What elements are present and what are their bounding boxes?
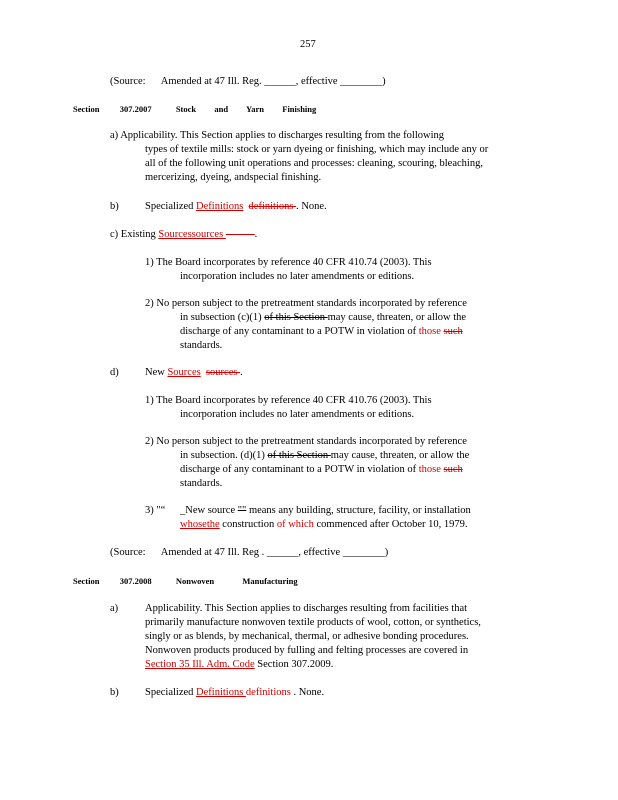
source-text: Amended at 47 Ill. Reg. ______, effective ________) (160, 76, 386, 87)
paragraph-line: mercerizing, dyeing, andspecial finishing. (145, 172, 322, 183)
paragraph-line: types of textile mills: stock or yarn dyeing or finishing, which may include any or (145, 144, 489, 155)
paragraph-line (180, 518, 468, 532)
paragraph-line: primarily manufacture nonwoven textile products of wool, cotton, or synthetics, (145, 617, 481, 628)
paragraph-line (180, 449, 469, 463)
text: discharge of any contaminant to a POTW in violation of (180, 326, 419, 337)
paragraph-line: standards. (180, 478, 223, 489)
text: c) Existing (110, 229, 159, 240)
section-label: Section (73, 104, 100, 114)
paragraph-line (180, 504, 471, 518)
text: may cause, threaten, or allow the (330, 450, 470, 461)
inserted-text: Definitions (196, 687, 246, 698)
inserted-text: Sources (167, 367, 201, 378)
source-prefix: (Source: (110, 547, 146, 558)
paragraph-line: singly or as blends, by mechanical, thermal, or adhesive bonding procedures. (145, 631, 469, 642)
text: means any building, structure, facility, or installation (246, 505, 471, 516)
paragraph-line (145, 658, 333, 672)
section-heading-307-2007 (73, 103, 316, 117)
paragraph-marker: 3) "“ (145, 505, 166, 516)
section-number: 307.2007 (119, 104, 152, 114)
paragraph-line (145, 200, 327, 214)
section-title-word: Manufacturing (242, 576, 298, 586)
inserted-text: Section 35 Ill. Adm. Code (145, 659, 255, 670)
paragraph-line (180, 311, 466, 325)
deleted-text (226, 229, 255, 240)
paragraph-line (180, 463, 463, 477)
paragraph-line: incorporation includes no later amendments or editions. (180, 271, 415, 282)
text: Specialized (145, 201, 197, 212)
page-number: 257 (300, 39, 316, 50)
section-title-word: Nonwoven (175, 576, 215, 586)
source-note (110, 546, 388, 560)
paragraph-line: 2) No person subject to the pretreatment standards incorporated by reference (145, 436, 467, 447)
deleted-text: sources (205, 367, 241, 378)
deleted-text: definitions (248, 201, 297, 212)
paragraph-line (110, 228, 257, 242)
text: commenced after October 10, 1979. (313, 519, 468, 530)
text: . None. (296, 201, 327, 212)
text: Section 307.2009. (254, 659, 334, 670)
paragraph-marker: b) (110, 687, 119, 698)
paragraph-line: 1) The Board incorporates by reference 40 CFR 410.74 (2003). This (145, 257, 432, 268)
text: may cause, threaten, or allow the (327, 312, 467, 323)
paragraph-line: all of the following unit operations and processes: cleaning, scouring, bleaching, (145, 158, 483, 169)
paragraph-line: 2) No person subject to the pretreatment standards incorporated by reference (145, 298, 467, 309)
inserted-text: of which (276, 519, 314, 530)
text: New (145, 367, 168, 378)
text: in subsection. (d)(1) (180, 450, 268, 461)
deleted-text: such (443, 464, 463, 475)
text: . None. (290, 687, 325, 698)
paragraph-line: a) Applicability. This Section applies to discharges resulting from the following (110, 130, 445, 141)
paragraph-line: standards. (180, 340, 223, 351)
text: in subsection (c)(1) (180, 312, 265, 323)
section-label: Section (73, 576, 100, 586)
inserted-text: those (418, 464, 441, 475)
source-note (110, 75, 386, 89)
source-prefix: (Source: (110, 76, 146, 87)
paragraph-line: 1) The Board incorporates by reference 40 CFR 410.76 (2003). This (145, 395, 432, 406)
paragraph-line: incorporation includes no later amendments or editions. (180, 409, 415, 420)
paragraph-line: Applicability. This Section applies to discharges resulting from facilities that (145, 603, 468, 614)
text: _New source (180, 505, 238, 516)
section-heading-307-2008 (73, 575, 298, 589)
section-title-word: Yarn (246, 104, 264, 114)
text: construction (219, 519, 277, 530)
inserted-text: whosethe (180, 519, 220, 530)
paragraph-line (145, 366, 243, 380)
paragraph-line (180, 325, 463, 339)
paragraph-marker: d) (110, 367, 119, 378)
paragraph-marker: a) (110, 603, 119, 614)
inserted-text: definitions (245, 687, 291, 698)
deleted-text: of this Section (267, 450, 331, 461)
section-title-word: and (214, 104, 229, 114)
text: . (240, 367, 243, 378)
inserted-text: Sourcessources (158, 229, 226, 240)
paragraph-line: Nonwoven products produced by fulling and felting processes are covered in (145, 645, 469, 656)
inserted-text: those (418, 326, 441, 337)
deleted-text: such (443, 326, 463, 337)
text: . (254, 229, 258, 240)
section-title-word: Stock (175, 104, 197, 114)
section-number: 307.2008 (119, 576, 152, 586)
deleted-text: of this Section (264, 312, 328, 323)
text: Specialized (145, 687, 197, 698)
paragraph-line (145, 686, 324, 700)
deleted-text: "" (237, 505, 247, 516)
section-title-word: Finishing (282, 104, 317, 114)
text: discharge of any contaminant to a POTW in violation of (180, 464, 419, 475)
source-text: Amended at 47 Ill. Reg . ______, effective ________) (160, 547, 389, 558)
inserted-text: Definitions (196, 201, 244, 212)
paragraph-marker: b) (110, 201, 119, 212)
